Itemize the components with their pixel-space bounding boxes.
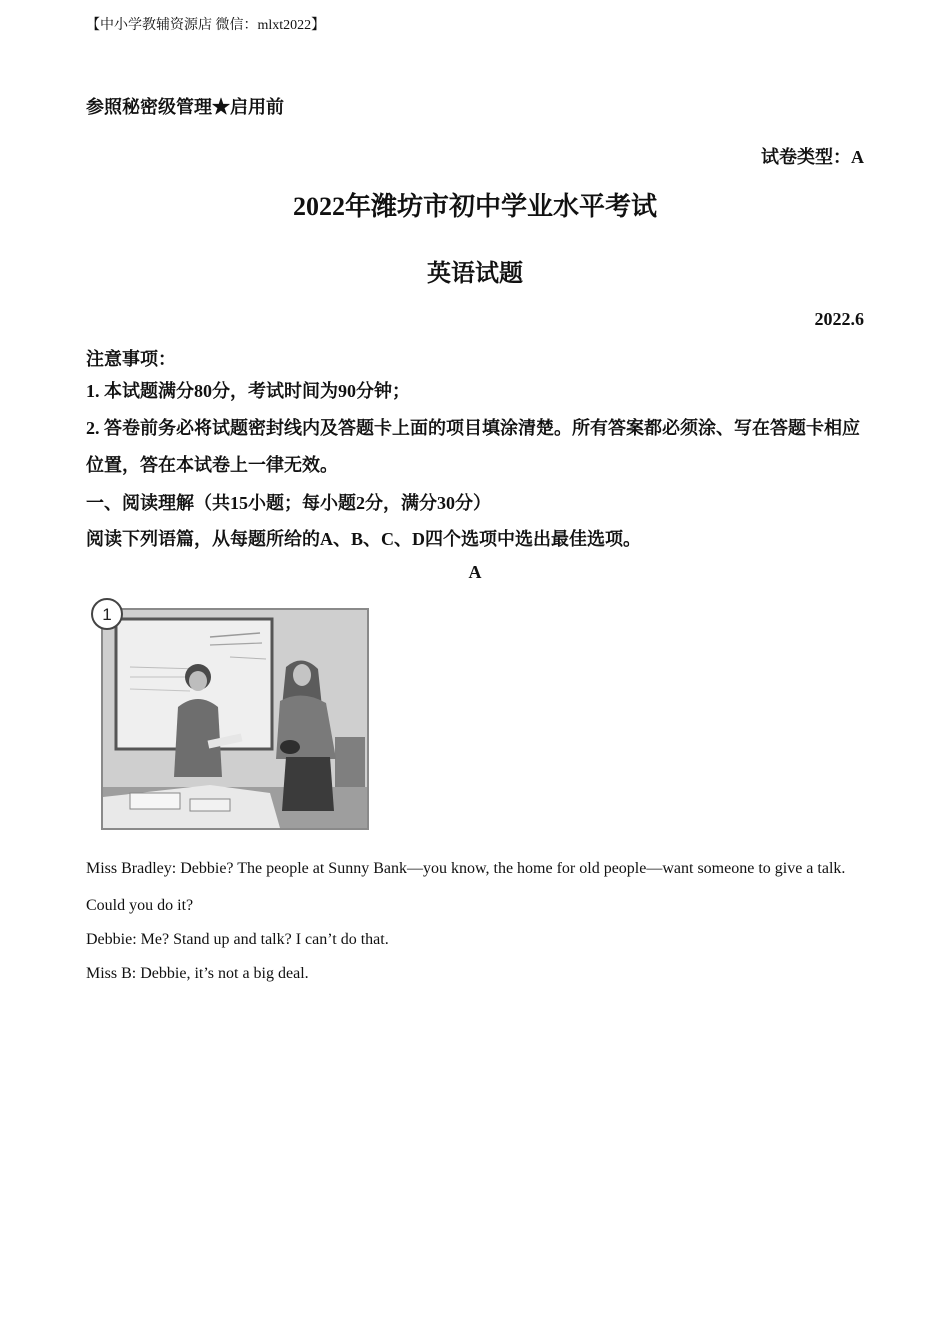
notice-rule-2: 2. 答卷前务必将试题密封线内及答题卡上面的项目填涂清楚。所有答案都必须涂、写在答题卡相应位置，答在本试卷上一律无效。 [86, 418, 860, 475]
section-instructions: 阅读下列语篇，从每题所给的A、B、C、D四个选项中选出最佳选项。 [86, 529, 641, 549]
dialog-line-3: Miss B: Debbie, it’s not a big deal. [86, 965, 309, 982]
exam-title: 2022年潍坊市初中学业水平考试 [292, 192, 657, 221]
dialog-line-1: Miss Bradley: Debbie? The people at Sunny Bank—you know, the home for old people—want someone to give a talk. Could you do it? [86, 860, 846, 914]
notice-rule-1: 1. 本试题满分80分，考试时间为90分钟； [86, 381, 410, 401]
exam-date: 2022.6 [814, 309, 864, 329]
classroom-photo [90, 597, 372, 833]
dialog-line-2: Debbie: Me? Stand up and talk? I can’t do that. [86, 931, 389, 948]
passage-label: A [468, 562, 482, 582]
header-note: 【中小学教辅资源店 微信：mlxt2022】 [86, 18, 326, 33]
section-title: 一、阅读理解（共15小题；每小题2分，满分30分） [86, 493, 491, 513]
photo-number: 1 [102, 605, 112, 624]
subject-title: 英语试题 [427, 261, 523, 287]
notice-heading: 注意事项： [86, 349, 176, 369]
secret-level-note: 参照秘密级管理★启用前 [86, 97, 284, 117]
paper-type: 试卷类型：A [761, 147, 864, 167]
